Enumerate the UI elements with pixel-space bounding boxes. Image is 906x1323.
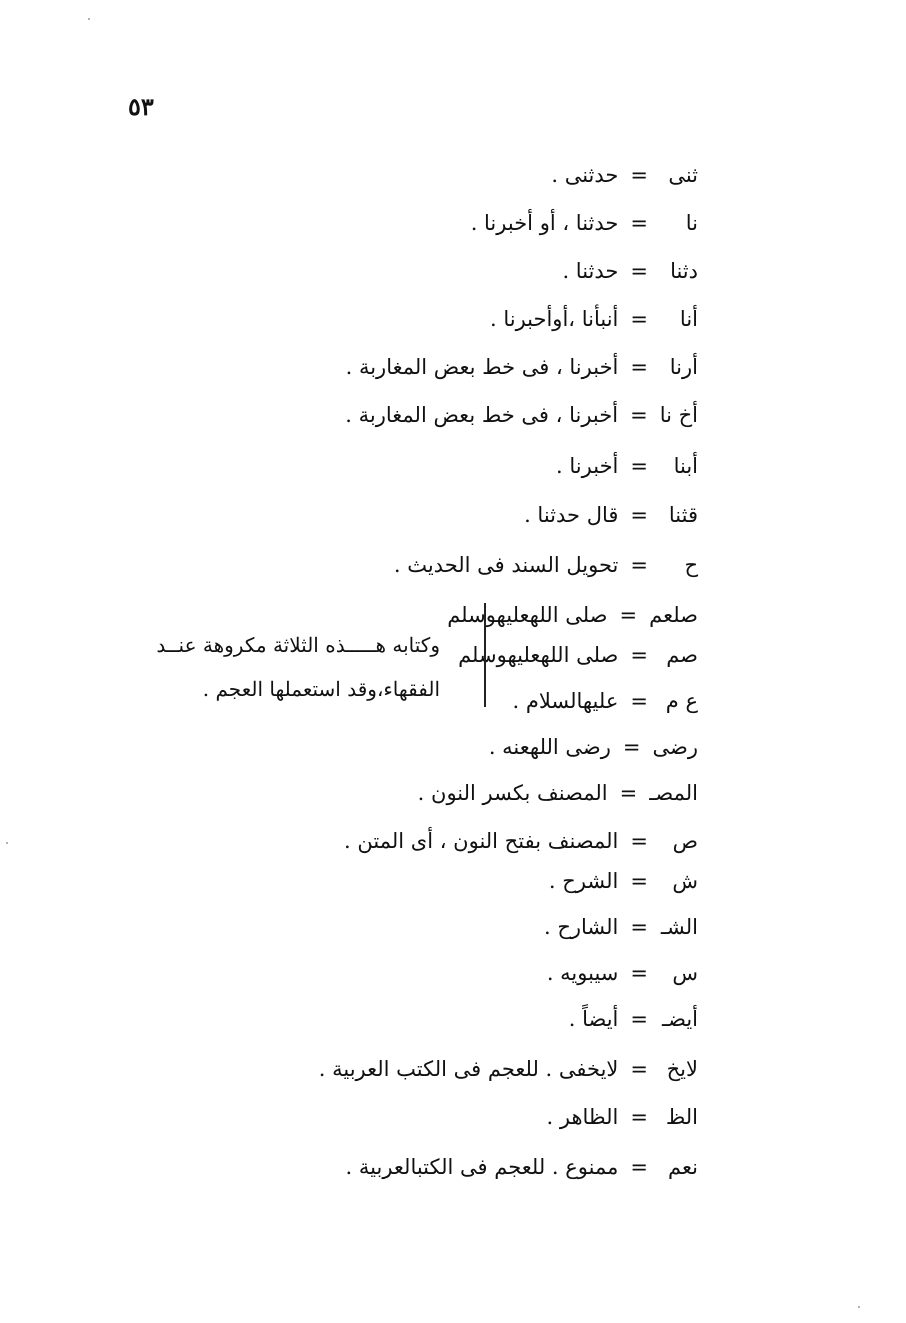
meaning: الشارح .: [543, 915, 619, 939]
equals-sign: =: [630, 553, 648, 577]
entry-row: [471, 208, 698, 238]
meaning: حدثنا ، أو أخبرنا .: [470, 211, 619, 235]
meaning: رضى اللهعنه .: [488, 735, 611, 759]
meaning: أيضاً .: [568, 1007, 619, 1031]
equals-sign: =: [630, 689, 648, 713]
abbreviation: نعم: [668, 1155, 698, 1179]
abbreviation: ص: [672, 829, 698, 853]
entry-row: [345, 400, 698, 430]
entry-row: [319, 1054, 698, 1084]
entry-row: [549, 866, 698, 896]
abbreviation: ع م: [665, 689, 698, 713]
abbreviation: ش: [672, 869, 698, 893]
entry-row: [490, 304, 698, 334]
entry-row: [544, 912, 698, 942]
bracket-line: [484, 603, 486, 707]
entry-row: [489, 732, 698, 762]
abbreviation: أرنا: [669, 355, 698, 379]
entry-row: [551, 160, 698, 190]
abbreviation: صم: [666, 643, 698, 667]
entry-row: [547, 1102, 698, 1132]
abbreviation: أخ نا: [659, 403, 698, 427]
meaning: المصنف بكسر النون .: [417, 781, 608, 805]
meaning: لايخفى . للعجم فى الكتب العربية .: [318, 1057, 619, 1081]
abbreviation: المصـ: [649, 781, 698, 805]
equals-sign: =: [630, 355, 648, 379]
abbreviation: س: [672, 961, 698, 985]
entry-row: [344, 826, 698, 856]
entry-row: [556, 451, 698, 481]
abbreviation: ثنى: [668, 163, 698, 187]
equals-sign: =: [622, 735, 641, 759]
meaning: الظاهر .: [546, 1105, 619, 1129]
abbreviation: رضى: [652, 735, 698, 759]
equals-sign: =: [630, 307, 648, 331]
meaning: تحويل السند فى الحديث .: [393, 553, 619, 577]
entry-row: [458, 640, 698, 670]
meaning: ممنوع . للعجم فى الكتبالعربية .: [345, 1155, 619, 1179]
meaning: صلى اللهعليهوسلم: [458, 643, 619, 667]
meaning: الشرح .: [548, 869, 619, 893]
equals-sign: =: [630, 915, 648, 939]
entry-row: [394, 550, 698, 580]
page-number: ٥٣: [128, 92, 154, 121]
equals-sign: =: [630, 454, 648, 478]
entry-row: [346, 352, 698, 382]
abbreviation: قثنا: [668, 503, 698, 527]
paper-speck: [88, 18, 90, 20]
abbreviation: دثنا: [670, 259, 698, 283]
abbreviation: الظ: [665, 1105, 698, 1129]
meaning: أخبرنا .: [556, 454, 619, 478]
paper-speck: [858, 1306, 860, 1308]
equals-sign: =: [630, 403, 648, 427]
equals-sign: =: [619, 603, 638, 627]
equals-sign: =: [630, 1057, 648, 1081]
equals-sign: =: [630, 643, 648, 667]
side-note-line-1: وكتابه هـــــذه الثلاثة مكروهة عنــد: [156, 633, 440, 657]
entry-row: [418, 778, 698, 808]
meaning: حدثنا .: [562, 259, 619, 283]
equals-sign: =: [630, 163, 648, 187]
meaning: صلى اللهعليهوسلم: [447, 603, 608, 627]
entry-row: [346, 1152, 698, 1182]
equals-sign: =: [630, 961, 648, 985]
meaning: المصنف بفتح النون ، أى المتن .: [344, 829, 619, 853]
side-note-line-2: الفقهاء،وقد استعملها العجم .: [202, 677, 440, 701]
meaning: حدثنى .: [551, 163, 619, 187]
meaning: أخبرنا ، فى خط بعض المغاربة .: [345, 355, 619, 379]
paper-speck: [6, 842, 8, 844]
meaning: سيبويه .: [546, 961, 619, 985]
equals-sign: =: [630, 869, 648, 893]
abbreviation: أيضـ: [661, 1007, 698, 1031]
entry-row: [512, 686, 698, 716]
equals-sign: =: [630, 1155, 648, 1179]
abbreviation: أنا: [679, 307, 698, 331]
entry-row: [547, 958, 698, 988]
equals-sign: =: [619, 781, 638, 805]
abbreviation: صلعم: [649, 603, 698, 627]
equals-sign: =: [630, 1007, 648, 1031]
abbreviation: لايخ: [666, 1057, 698, 1081]
meaning: أخبرنا ، فى خط بعض المغاربة .: [345, 403, 619, 427]
meaning: عليهالسلام .: [512, 689, 619, 713]
equals-sign: =: [630, 1105, 648, 1129]
equals-sign: =: [630, 503, 648, 527]
abbreviation: أبنا: [673, 454, 698, 478]
equals-sign: =: [630, 259, 648, 283]
abbreviation: الشـ: [660, 915, 698, 939]
entry-row: [562, 256, 698, 286]
meaning: قال حدثنا .: [524, 503, 619, 527]
entry-row: [569, 1004, 698, 1034]
equals-sign: =: [630, 829, 648, 853]
meaning: أنبأنا ،أوأحبرنا .: [489, 307, 619, 331]
abbreviation: نا: [685, 211, 698, 235]
abbreviation: ح: [684, 553, 698, 577]
equals-sign: =: [630, 211, 648, 235]
entry-row: [524, 500, 698, 530]
